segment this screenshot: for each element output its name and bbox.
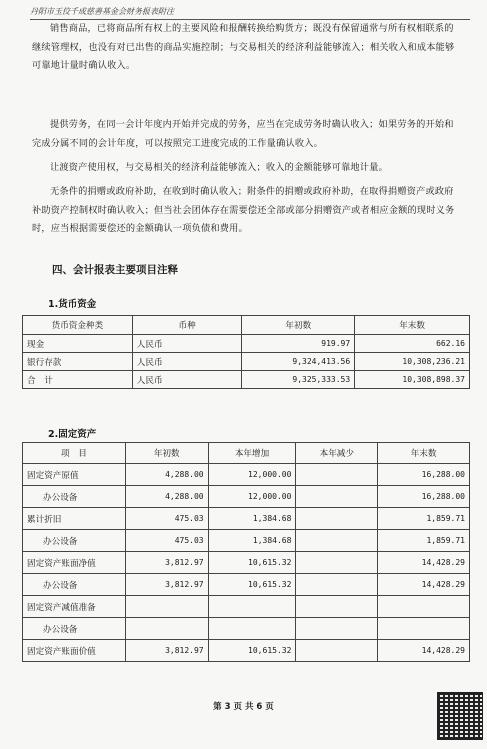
cell-label: 固定资产原值 bbox=[23, 464, 126, 486]
cell-value: 3,812.97 bbox=[125, 552, 208, 574]
cash-table bbox=[22, 315, 470, 389]
column-header: 年末数 bbox=[355, 316, 470, 335]
cell-value bbox=[296, 508, 378, 530]
table-row bbox=[23, 486, 470, 508]
cell-label: 办公设备 bbox=[23, 530, 126, 552]
cell-value bbox=[208, 596, 296, 618]
cell-value bbox=[296, 618, 378, 640]
table-row bbox=[23, 508, 470, 530]
table-row bbox=[23, 640, 470, 662]
paragraph-donations: 无条件的捐赠或政府补助，在收到时确认收入；附条件的捐赠或政府补助，在取得捐赠资产或政府补助资产控制权时确认收入；但当社会团体存在需要偿还全部或部分捐赠资产或者相应金额的现时义务时，应当根据需要偿还的金额确认一项负债和费用。 bbox=[32, 186, 455, 234]
cell-value: 10,615.32 bbox=[208, 640, 296, 662]
cell-value: 1,384.68 bbox=[208, 508, 296, 530]
cell-value: 3,812.97 bbox=[125, 574, 208, 596]
cell-currency: 人民币 bbox=[132, 335, 242, 353]
fixed-assets-title: 2.固定资产 bbox=[48, 429, 97, 440]
cell-label: 累计折旧 bbox=[23, 508, 126, 530]
cell-value bbox=[125, 618, 208, 640]
cell-value: 1,859.71 bbox=[378, 530, 470, 552]
cell-label: 固定资产账面价值 bbox=[23, 640, 126, 662]
cell-value: 1,859.71 bbox=[378, 508, 470, 530]
table-row bbox=[23, 574, 470, 596]
cell-value: 14,428.29 bbox=[378, 552, 470, 574]
page-number: 第 3 页 共 6 页 bbox=[213, 702, 274, 712]
cell-value bbox=[378, 596, 470, 618]
cell-value: 12,000.00 bbox=[208, 464, 296, 486]
cell-value bbox=[378, 618, 470, 640]
column-header: 本年增加 bbox=[208, 443, 296, 464]
table-row bbox=[23, 353, 470, 371]
cell-value: 16,288.00 bbox=[378, 486, 470, 508]
table-row bbox=[23, 618, 470, 640]
cell-value: 4,288.00 bbox=[125, 486, 208, 508]
column-header: 货币资金种类 bbox=[23, 316, 133, 335]
column-header: 年初数 bbox=[125, 443, 208, 464]
cell-value: 10,308,236.21 bbox=[355, 353, 470, 371]
column-header: 年末数 bbox=[378, 443, 470, 464]
table-row bbox=[23, 335, 470, 353]
cell-value: 475.03 bbox=[125, 508, 208, 530]
paragraph-services: 提供劳务，在同一会计年度内开始并完成的劳务，应当在完成劳务时确认收入；如果劳务的开始和完成分属不同的会计年度，可以按照完工进度完成的工作量确认收入。 bbox=[32, 119, 454, 149]
cell-label: 办公设备 bbox=[23, 618, 126, 640]
column-header: 本年减少 bbox=[296, 443, 378, 464]
cell-label: 现金 bbox=[23, 335, 133, 353]
table-header-row bbox=[23, 443, 470, 464]
cell-value: 10,615.32 bbox=[208, 574, 296, 596]
cell-value: 14,428.29 bbox=[378, 640, 470, 662]
cell-value bbox=[296, 640, 378, 662]
fixed-assets-table bbox=[22, 442, 470, 662]
cell-label: 办公设备 bbox=[23, 574, 126, 596]
cell-value: 3,812.97 bbox=[125, 640, 208, 662]
cell-value: 10,615.32 bbox=[208, 552, 296, 574]
cell-value bbox=[296, 596, 378, 618]
section-title: 四、会计报表主要项目注释 bbox=[52, 264, 178, 276]
column-header: 币种 bbox=[132, 316, 242, 335]
cell-value bbox=[125, 596, 208, 618]
cash-title: 1.货币资金 bbox=[48, 299, 97, 310]
table-row bbox=[23, 371, 470, 389]
cell-value: 919.97 bbox=[242, 335, 355, 353]
cell-label: 合 计 bbox=[23, 371, 133, 389]
cell-label: 固定资产减值准备 bbox=[23, 596, 126, 618]
paragraph-usage-rights: 让渡资产使用权，与交易相关的经济利益能够流入；收入的金额能够可靠地计量。 bbox=[50, 162, 388, 173]
paragraph-sales: 销售商品，已将商品所有权上的主要风险和报酬转换给购货方；既没有保留通常与所有权相联系的继续管理权，也没有对已出售的商品实施控制；与交易相关的经济利益能够流入；相关收入和成本能够可靠地计量时确认收入。 bbox=[32, 23, 455, 71]
qr-code-icon bbox=[437, 692, 483, 740]
table-row bbox=[23, 530, 470, 552]
cell-value bbox=[296, 574, 378, 596]
cell-value: 10,308,898.37 bbox=[355, 371, 470, 389]
cell-value: 662.16 bbox=[355, 335, 470, 353]
cell-value: 1,384.68 bbox=[208, 530, 296, 552]
table-row bbox=[23, 464, 470, 486]
cell-value: 16,288.00 bbox=[378, 464, 470, 486]
cell-value bbox=[296, 464, 378, 486]
table-header-row bbox=[23, 316, 470, 335]
table-row bbox=[23, 552, 470, 574]
cell-value: 475.03 bbox=[125, 530, 208, 552]
cell-value bbox=[296, 486, 378, 508]
table-row bbox=[23, 596, 470, 618]
cell-label: 银行存款 bbox=[23, 353, 133, 371]
page-header: 丹阳市玉佼千成慈善基金会财务报表附注 bbox=[30, 6, 470, 20]
cell-value bbox=[208, 618, 296, 640]
cell-value bbox=[296, 552, 378, 574]
cell-value: 4,288.00 bbox=[125, 464, 208, 486]
cell-value bbox=[296, 530, 378, 552]
column-header: 项 目 bbox=[23, 443, 126, 464]
cell-currency: 人民币 bbox=[132, 371, 242, 389]
cell-currency: 人民币 bbox=[132, 353, 242, 371]
cell-value: 9,324,413.56 bbox=[242, 353, 355, 371]
column-header: 年初数 bbox=[242, 316, 355, 335]
cell-label: 办公设备 bbox=[23, 486, 126, 508]
cell-value: 14,428.29 bbox=[378, 574, 470, 596]
cell-label: 固定资产账面净值 bbox=[23, 552, 126, 574]
cell-value: 9,325,333.53 bbox=[242, 371, 355, 389]
cell-value: 12,000.00 bbox=[208, 486, 296, 508]
